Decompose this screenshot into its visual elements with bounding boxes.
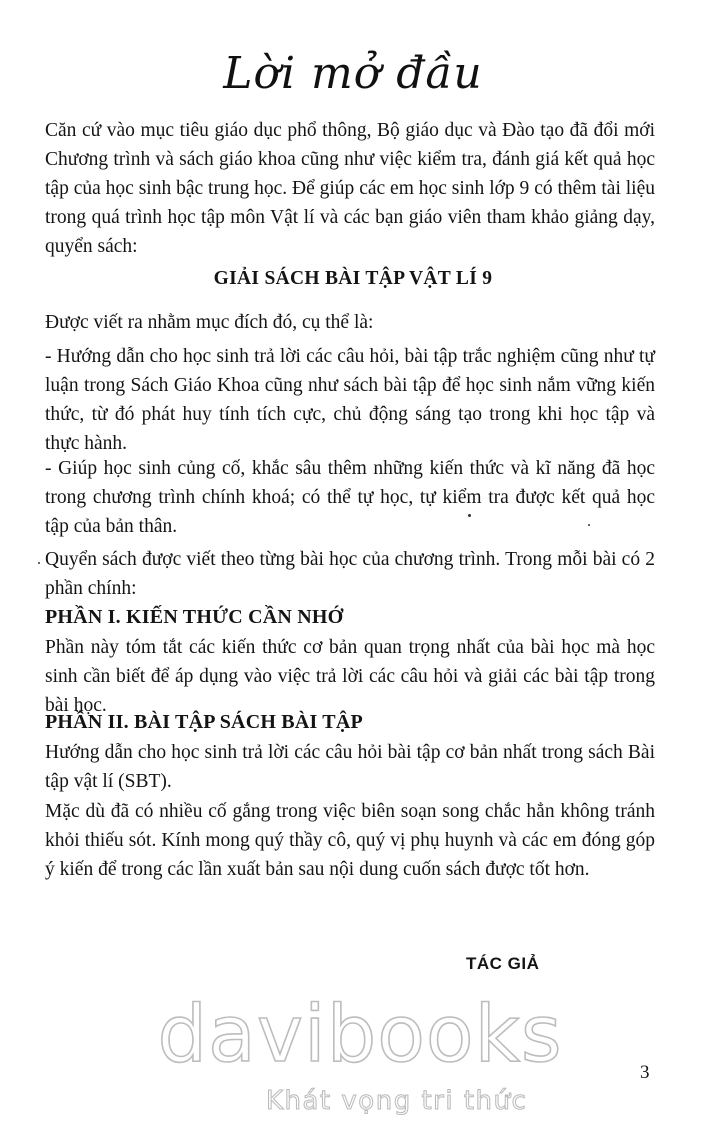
print-speck [38, 562, 40, 564]
print-speck [588, 524, 590, 526]
author-signature: TÁC GIẢ [466, 954, 540, 973]
section-heading-part-2: PHẦN II. BÀI TẬP SÁCH BÀI TẬP [45, 711, 363, 733]
purpose-item: - Giúp học sinh củng cố, khắc sâu thêm những kiến thức và kĩ năng đã học trong chương trình chính khoá; có thể tự học, tự kiểm tra được kết quả học tập của bản thân. [45, 458, 655, 537]
section-heading-part-1: PHẦN I. KIẾN THỨC CẦN NHỚ [45, 606, 344, 628]
structure-intro: Quyển sách được viết theo từng bài học của chương trình. Trong mỗi bài có 2 phần chính: [45, 549, 655, 599]
section-text-part-2: Hướng dẫn cho học sinh trả lời các câu hỏi bài tập cơ bản nhất trong sách Bài tập vật lí (SBT). [45, 742, 655, 792]
page-title: Lời mở đầu [223, 48, 483, 99]
section-text-part-1: Phần này tóm tắt các kiến thức cơ bản quan trọng nhất của bài học mà học sinh cần biết để áp dụng vào việc trả lời các câu hỏi và giải các bài tập trong bài học. [45, 637, 655, 716]
page-number: 3 [640, 1062, 650, 1083]
watermark-slogan: Khát vọng tri thức [266, 1086, 528, 1116]
purpose-item: - Hướng dẫn cho học sinh trả lời các câu hỏi, bài tập trắc nghiệm cũng như tự luận trong Sách Giáo Khoa cũng như sách bài tập để học sinh nắm vững kiến thức, từ đó phát huy tính tích cực, chủ động sáng tạo trong khi học tập và thực hành. [45, 346, 655, 454]
print-speck [468, 514, 471, 517]
purpose-intro: Được viết ra nhằm mục đích đó, cụ thể là: [45, 312, 374, 333]
closing-paragraph: Mặc dù đã có nhiều cố gắng trong việc biên soạn song chắc hẳn không tránh khỏi thiếu sót. Kính mong quý thầy cô, quý vị phụ huynh và các em đóng góp ý kiến để trong các lần xuất bản sau nội dung cuốn sách được tốt hơn. [45, 801, 655, 880]
intro-paragraph: Căn cứ vào mục tiêu giáo dục phổ thông, Bộ giáo dục và Đào tạo đã đổi mới Chương trình và sách giáo khoa cũng như việc kiểm tra, đánh giá kết quả học tập của học sinh bậc trung học. Để giúp các em học sinh lớp 9 có thêm tài liệu trong quá trình học tập môn Vật lí và các bạn giáo viên tham khảo giảng dạy, quyển sách: [45, 120, 655, 257]
watermark-brand: davibooks [157, 990, 563, 1080]
book-title: GIẢI SÁCH BÀI TẬP VẬT LÍ 9 [213, 268, 493, 289]
watermark-logo [150, 990, 570, 1116]
